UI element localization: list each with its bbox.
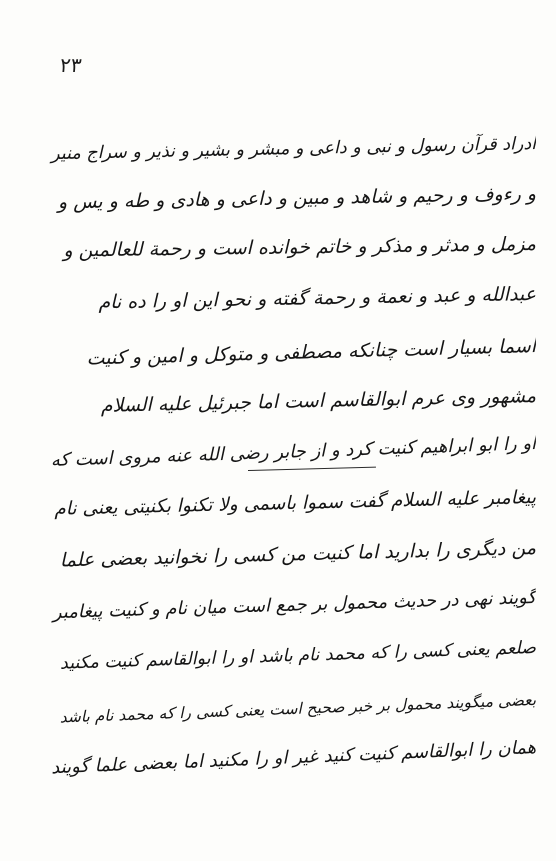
manuscript-line-7: او را ابو ابراهیم کنیت کرد و از جابر رضی الله عنه مروی است که	[50, 433, 537, 471]
manuscript-line-4: عبدالله و عبد و نعمة و رحمة گفته و نحو این او را ده نام	[98, 283, 537, 314]
manuscript-line-5: اسما بسیار است چنانکه مصطفی و متوکل و امین و کنیت	[86, 335, 537, 370]
manuscript-line-11: صلعم یعنی کسی را که محمد نام باشد او را ابوالقاسم کنیت مکنید	[59, 638, 537, 674]
manuscript-text-block	[48, 118, 537, 779]
manuscript-line-13: همان را ابوالقاسم کنیت کنید غیر او را مکنید اما بعضی علما گویند	[50, 737, 537, 779]
manuscript-line-12: بعضی میگویند محمول بر خبر صحیح است یعنی کسی را که محمد نام باشد	[59, 691, 537, 727]
manuscript-line-6: مشهور وی عرم ابوالقاسم است اما جبرئیل علیه السلام	[100, 385, 537, 417]
manuscript-line-1: ادراد قرآن رسول و نبی و داعی و مبشر و بشیر و نذیر و سراج منیر	[50, 134, 537, 165]
manuscript-line-2: و رءوف و رحیم و شاهد و مبین و داعی و هادی و طه و یس و	[57, 183, 537, 214]
manuscript-line-3: مزمل و مدثر و مذکر و خاتم خوانده است و رحمة للعالمین و	[63, 233, 537, 262]
page-number: ۲۳	[58, 53, 83, 77]
manuscript-line-8: پیغامبر علیه السلام گفت سموا باسمی ولا تکنوا بکنیتی یعنی نام	[54, 487, 537, 520]
manuscript-line-9: من دیگری را بدارید اما کنیت من کسی را نخوانید بعضی علما	[59, 537, 537, 572]
manuscript-line-10: گویند نهی در حدیث محمول بر جمع است میان نام و کنیت پیغامبر	[52, 587, 537, 624]
